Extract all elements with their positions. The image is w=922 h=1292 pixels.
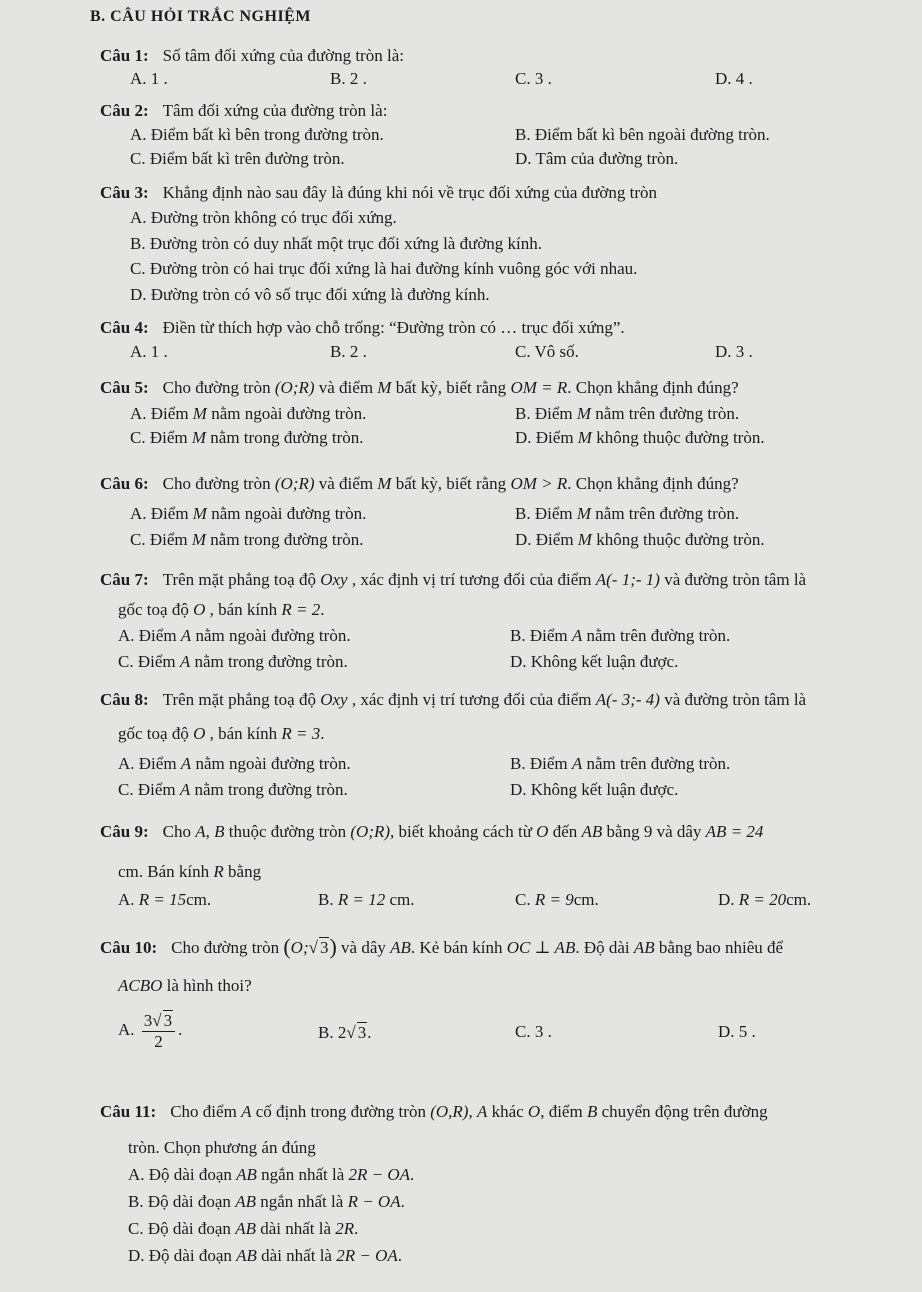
option-c: C. 3 .: [515, 1022, 552, 1041]
question-10-continued: ACBO là hình thoi?: [118, 976, 252, 995]
option-b: B. R = 12 cm.: [318, 890, 415, 909]
option-a: A. Độ dài đoạn AB ngắn nhất là 2R − OA.: [128, 1165, 415, 1184]
question-2: Câu 2: Tâm đối xứng của đường tròn là:: [100, 101, 388, 120]
option-a: A. $\frac{3√ 3}{2}$ .: [118, 1011, 183, 1051]
option-d: D. Tâm của đường tròn.: [515, 149, 679, 168]
option-a: A. Điểm A nằm ngoài đường tròn.: [118, 754, 351, 773]
question-9: Câu 9: Cho A, B thuộc đường tròn (O;R), biết khoảng cách từ O đến AB bằng 9 và dây AB = 24: [100, 822, 764, 841]
option-a: A. Điểm M nằm ngoài đường tròn.: [130, 504, 367, 523]
option-b: B. 2 .: [330, 69, 367, 88]
option-a: A. 1 .: [130, 69, 168, 88]
question-9-continued: cm. Bán kính R bằng: [118, 862, 262, 881]
option-b: B. Điểm A nằm trên đường tròn.: [510, 754, 731, 773]
question-11-continued: tròn. Chọn phương án đúng: [128, 1138, 316, 1157]
question-8-continued: gốc toạ độ O , bán kính R = 3.: [118, 724, 325, 743]
option-b: B. Điểm A nằm trên đường tròn.: [510, 626, 731, 645]
question-11: Câu 11: Cho điểm A cố định trong đường tròn (O,R), A khác O, điểm B chuyển động trên đường: [100, 1102, 768, 1121]
option-c: C. Độ dài đoạn AB dài nhất là 2R.: [128, 1219, 359, 1238]
option-b: B. Độ dài đoạn AB ngắn nhất là R − OA.: [128, 1192, 405, 1211]
option-c: C. Điểm bất kì trên đường tròn.: [130, 149, 345, 168]
option-d: D. Độ dài đoạn AB dài nhất là 2R − OA.: [128, 1246, 402, 1265]
question-6: Câu 6: Cho đường tròn (O;R) và điểm M bất kỳ, biết rằng OM > R. Chọn khẳng định đúng?: [100, 474, 739, 493]
option-c: C. Vô số.: [515, 342, 579, 361]
option-b: B. 2 .: [330, 342, 367, 361]
option-a: A. Điểm bất kì bên trong đường tròn.: [130, 125, 384, 144]
option-b: B. Điểm bất kì bên ngoài đường tròn.: [515, 125, 770, 144]
option-d: D. 5 .: [718, 1022, 756, 1041]
question-4: Câu 4: Điền từ thích hợp vào chỗ trống: “Đường tròn có … trục đối xứng”.: [100, 318, 625, 337]
option-c: C. 3 .: [515, 69, 552, 88]
question-7: Câu 7: Trên mặt phẳng toạ độ Oxy , xác định vị trí tương đối của điểm A(- 1;- 1) và đường tròn tâm là: [100, 570, 807, 589]
option-b: B. Đường tròn có duy nhất một trục đối xứng là đường kính.: [130, 234, 543, 253]
option-a: A. 1 .: [130, 342, 168, 361]
option-b: B. Điểm M nằm trên đường tròn.: [515, 504, 740, 523]
option-c: C. Đường tròn có hai trục đối xứng là hai đường kính vuông góc với nhau.: [130, 259, 638, 278]
option-d: D. Không kết luận được.: [510, 780, 679, 799]
question-7-continued: gốc toạ độ O , bán kính R = 2.: [118, 600, 325, 619]
question-10: Câu 10: Cho đường tròn (O;√ 3) và dây AB. Kẻ bán kính OC ⊥ AB. Độ dài AB bằng bao nhiêu để: [100, 934, 784, 959]
option-c: C. Điểm A nằm trong đường tròn.: [118, 780, 348, 799]
question-3: Câu 3: Khẳng định nào sau đây là đúng khi nói về trục đối xứng của đường tròn: [100, 183, 658, 202]
option-b: B. Điểm M nằm trên đường tròn.: [515, 404, 740, 423]
question-1: Câu 1: Số tâm đối xứng của đường tròn là:: [100, 46, 404, 65]
option-d: D. 4 .: [715, 69, 753, 88]
option-a: A. Điểm A nằm ngoài đường tròn.: [118, 626, 351, 645]
question-5: Câu 5: Cho đường tròn (O;R) và điểm M bất kỳ, biết rằng OM = R. Chọn khẳng định đúng?: [100, 378, 739, 397]
section-heading: B. CÂU HỎI TRẮC NGHIỆM: [90, 8, 311, 25]
question-label: Câu 1:: [100, 46, 149, 65]
option-d: D. 3 .: [715, 342, 753, 361]
option-a: A. R = 15cm.: [118, 890, 212, 909]
option-d: D. Điểm M không thuộc đường tròn.: [515, 428, 765, 447]
option-c: C. Điểm A nằm trong đường tròn.: [118, 652, 348, 671]
option-d: D. Điểm M không thuộc đường tròn.: [515, 530, 765, 549]
question-8: Câu 8: Trên mặt phẳng toạ độ Oxy , xác định vị trí tương đối của điểm A(- 3;- 4) và đường tròn tâm là: [100, 690, 807, 709]
option-a: A. Đường tròn không có trục đối xứng.: [130, 208, 397, 227]
option-c: C. Điểm M nằm trong đường tròn.: [130, 530, 364, 549]
option-d: D. Đường tròn có vô số trục đối xứng là đường kính.: [130, 285, 490, 304]
option-c: C. Điểm M nằm trong đường tròn.: [130, 428, 364, 447]
option-a: A. Điểm M nằm ngoài đường tròn.: [130, 404, 367, 423]
option-c: C. R = 9cm.: [515, 890, 599, 909]
option-d: D. R = 20cm.: [718, 890, 812, 909]
option-b: B. 2√ 3.: [318, 1023, 372, 1042]
option-d: D. Không kết luận được.: [510, 652, 679, 671]
